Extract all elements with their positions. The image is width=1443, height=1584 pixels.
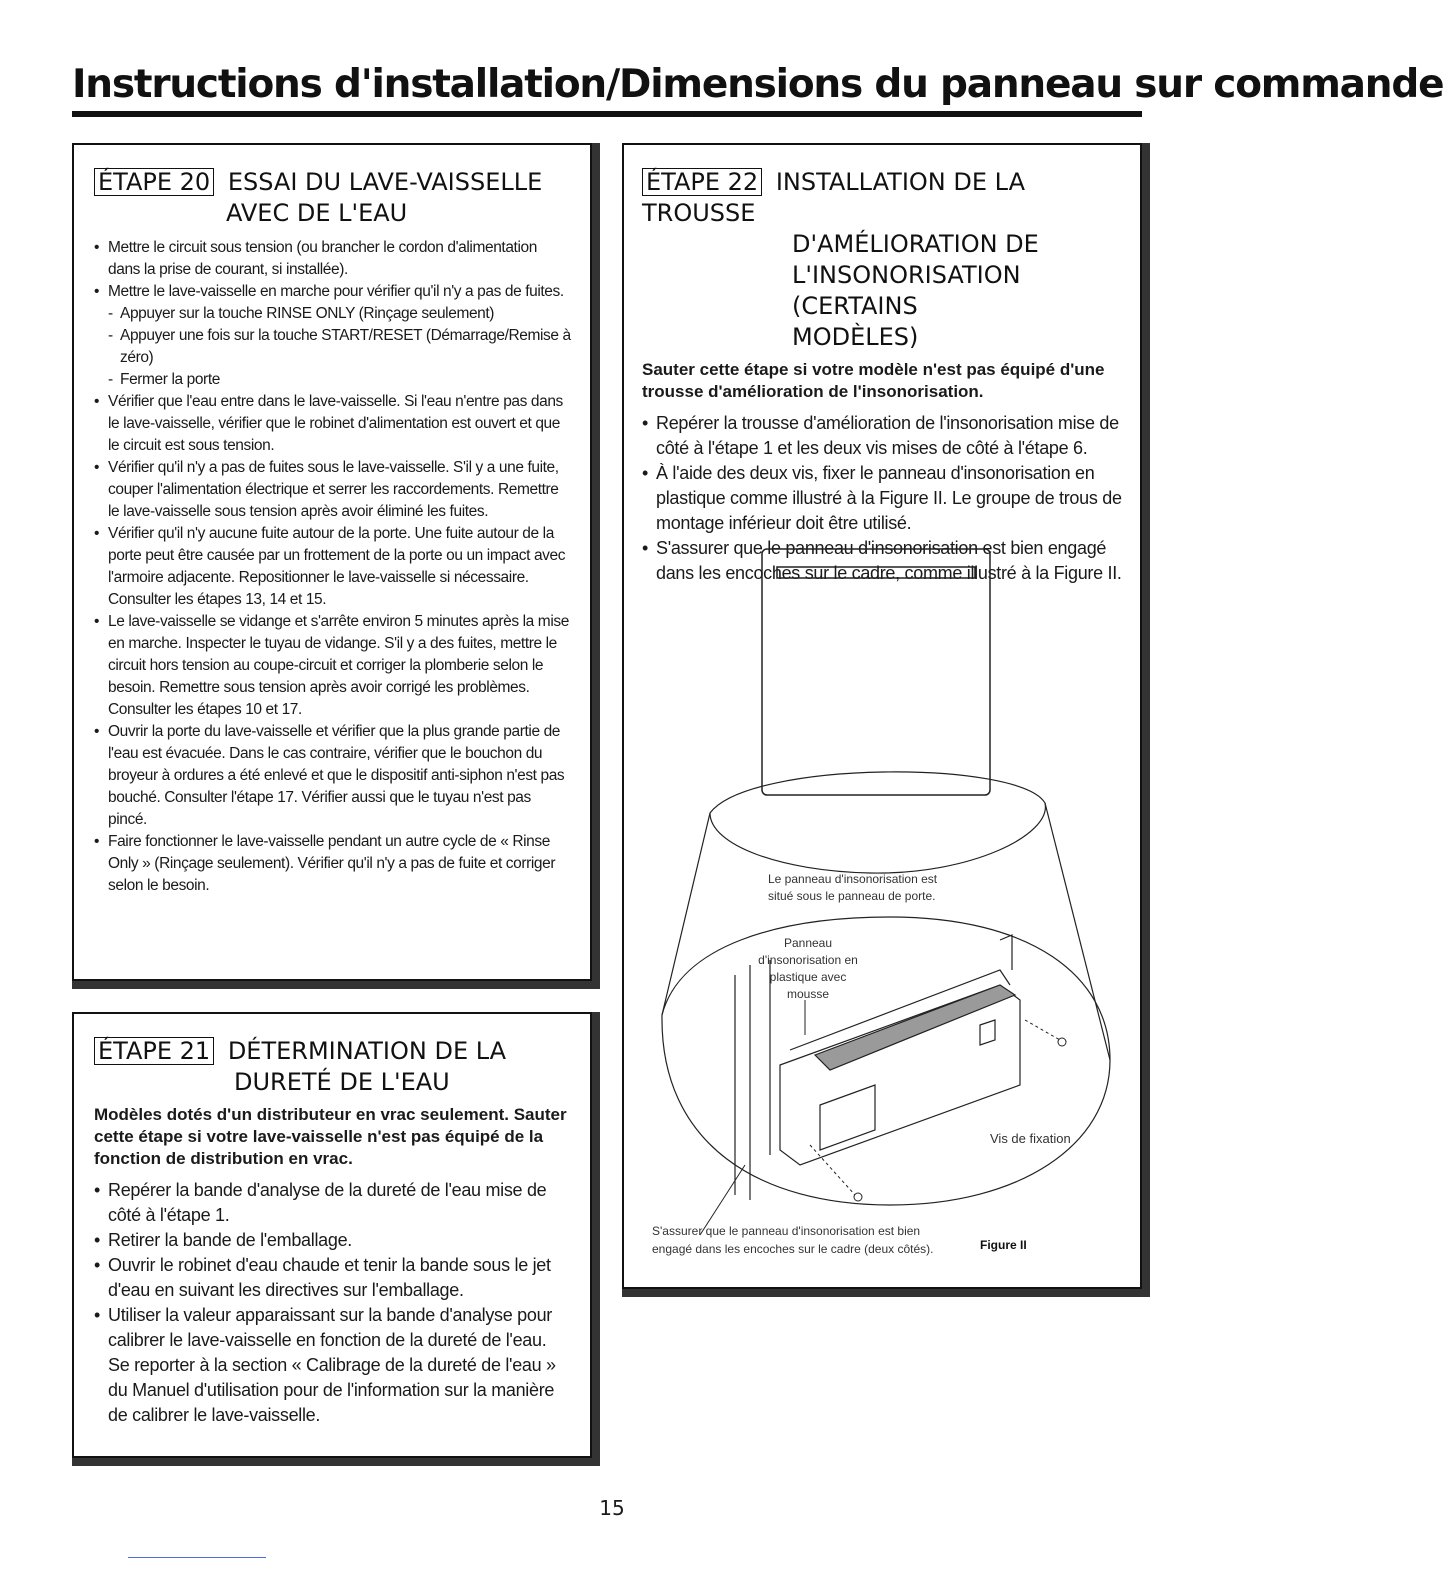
list-item: • Repérer la trousse d'amélioration de l'insonorisation mise de côté à l'étape 1 et les deux vis mises de côté à l'étape 6. bbox=[642, 411, 1122, 461]
label-screw: Vis de fixation bbox=[990, 1131, 1071, 1146]
label-panel-line2: d'insonorisation en bbox=[758, 953, 858, 967]
list-item: • S'assurer que le panneau d'insonorisation est bien engagé dans les encoches sur le cadre, comme illustré à la Figure II. bbox=[642, 536, 1122, 586]
list-item: • Repérer la bande d'analyse de la dureté de l'eau mise de côté à l'étape 1. bbox=[94, 1178, 572, 1228]
detail-circle bbox=[662, 917, 1110, 1205]
step-20-tag: ÉTAPE 20 bbox=[94, 168, 214, 196]
step-22-title-line3: L'INSONORISATION (CERTAINS bbox=[792, 261, 1021, 320]
list-item: • Vérifier que l'eau entre dans le lave-vaisselle. Si l'eau n'entre pas dans le lave-vaisselle, vérifier que le robinet d'alimentation est ouvert et que le circuit est sous tension. bbox=[94, 391, 572, 457]
label-panel-line1: Panneau bbox=[783, 936, 833, 950]
list-item: • Ouvrir le robinet d'eau chaude et tenir la bande sous le jet d'eau en suivant les directives sur l'emballage. bbox=[94, 1253, 572, 1303]
list-item: • Retirer la bande de l'emballage. bbox=[94, 1228, 572, 1253]
list-item: • Le lave-vaisselle se vidange et s'arrête environ 5 minutes après la mise en marche. Inspecter le tuyau de vidange. S'il y a des fuites, mettre le circuit hors tension au coupe-circuit et corriger la plomberie selon le besoin. Remettre sous tension après avoir corrigé les problèmes. Consulter les étapes 10 et 17. bbox=[94, 611, 572, 721]
step-20-list bbox=[94, 237, 572, 897]
screw-leader-2 bbox=[810, 1145, 855, 1195]
footer-line bbox=[128, 1557, 266, 1558]
step-21-list bbox=[94, 1178, 572, 1428]
list-item bbox=[94, 281, 572, 391]
screw-icon bbox=[854, 1193, 862, 1201]
list-item: • Ouvrir la porte du lave-vaisselle et vérifier que la plus grande partie de l'eau est évacuée. Dans le cas contraire, vérifier que le bouchon du broyeur à ordures a été enlevé et que le dispositif anti-siphon n'est pas bouché. Consulter l'étape 17. Vérifier aussi que le tuyau n'est pas pincé. bbox=[94, 721, 572, 831]
caption-top-line2: situé sous le panneau de porte. bbox=[768, 889, 936, 903]
magnifier-top bbox=[710, 772, 1045, 873]
label-panel-line3: plastique avec bbox=[769, 970, 847, 984]
step-20-title-line2: AVEC DE L'EAU bbox=[226, 199, 408, 227]
list-item: • Utiliser la valeur apparaissant sur la bande d'analyse pour calibrer le lave-vaisselle en fonction de la dureté de l'eau. Se reporter à la section « Calibrage de la dureté de l'eau » du Manuel d'utilisation pour de l'information sur la manière de calibrer le lave-vaisselle. bbox=[94, 1303, 572, 1428]
list-item: • À l'aide des deux vis, fixer le panneau d'insonorisation en plastique comme illustré à la Figure II. Le groupe de trous de montage inférieur doit être utilisé. bbox=[642, 461, 1122, 536]
sub-item: - Fermer la porte bbox=[108, 369, 572, 391]
step-21-tag: ÉTAPE 21 bbox=[94, 1037, 214, 1065]
door-outline bbox=[762, 549, 990, 795]
step-21-lead: Modèles dotés d'un distributeur en vrac seulement. Sauter cette étape si votre lave-vaisselle n'est pas équipé de la fonction de distribution en vrac. bbox=[94, 1105, 567, 1168]
step-20-heading bbox=[94, 167, 572, 229]
caption-bottom-line2: engagé dans les encoches sur le cadre (deux côtés). bbox=[652, 1242, 934, 1256]
sub-item: - Appuyer sur la touche RINSE ONLY (Rinçage seulement) bbox=[108, 303, 572, 325]
step-22-tag: ÉTAPE 22 bbox=[642, 168, 762, 196]
step-22-title-line4: MODÈLES) bbox=[792, 323, 919, 351]
cone-left bbox=[662, 813, 710, 1015]
caption-top-line1: Le panneau d'insonorisation est bbox=[768, 872, 938, 886]
label-panel-line4: mousse bbox=[786, 987, 830, 1001]
step-21-box bbox=[72, 1012, 592, 1458]
page-number: 15 bbox=[599, 1496, 625, 1520]
list-item: • Faire fonctionner le lave-vaisselle pendant un autre cycle de « Rinse Only » (Rinçage seulement). Vérifier qu'il n'y a pas de fuite et corriger selon le besoin. bbox=[94, 831, 572, 897]
step-20-box bbox=[72, 143, 592, 981]
list-item: • Vérifier qu'il n'y a pas de fuites sous le lave-vaisselle. S'il y a une fuite, couper l'alimentation électrique et serrer les raccordements. Remettre le lave-vaisselle sous tension après avoir éliminé les fuites. bbox=[94, 457, 572, 523]
caption-bottom-line1: S'assurer que le panneau d'insonorisation est bien bbox=[652, 1224, 921, 1238]
step-22-title-line2: D'AMÉLIORATION DE bbox=[792, 230, 1039, 258]
step-21-title-line2: DURETÉ DE L'EAU bbox=[234, 1068, 450, 1096]
door-handle bbox=[777, 567, 975, 578]
step-20-title-line1: ESSAI DU LAVE-VAISSELLE bbox=[227, 168, 543, 196]
cone-right bbox=[1045, 803, 1110, 1060]
step-22-heading bbox=[642, 167, 1122, 353]
list-item-text: Mettre le lave-vaisselle en marche pour vérifier qu'il n'y a pas de fuites. bbox=[108, 283, 564, 300]
title-rule bbox=[72, 111, 1142, 117]
figure-label: Figure II bbox=[980, 1238, 1027, 1252]
screw-icon bbox=[1058, 1038, 1066, 1046]
step-20-sublist bbox=[108, 303, 572, 391]
list-item: • Mettre le circuit sous tension (ou brancher le cordon d'alimentation dans la prise de courant, si installée). bbox=[94, 237, 572, 281]
step-22-title-line1: INSTALLATION DE LA TROUSSE bbox=[642, 168, 1025, 227]
screw-leader-1 bbox=[1025, 1020, 1060, 1040]
figure-ii-illustration bbox=[640, 545, 1140, 1275]
step-22-lead: Sauter cette étape si votre modèle n'est pas équipé d'une trousse d'amélioration de l'insonorisation. bbox=[642, 360, 1105, 401]
page-title: Instructions d'installation/Dimensions du panneau sur commande bbox=[72, 62, 1443, 107]
step-21-title-line1: DÉTERMINATION DE LA bbox=[227, 1037, 507, 1065]
step-21-heading bbox=[94, 1036, 572, 1098]
sub-item: - Appuyer une fois sur la touche START/RESET (Démarrage/Remise à zéro) bbox=[108, 325, 572, 369]
list-item: • Vérifier qu'il n'y aucune fuite autour de la porte. Une fuite autour de la porte peut être causée par un frottement de la porte ou un impact avec l'armoire adjacente. Repositionner le lave-vaisselle si nécessaire. Consulter les étapes 13, 14 et 15. bbox=[94, 523, 572, 611]
